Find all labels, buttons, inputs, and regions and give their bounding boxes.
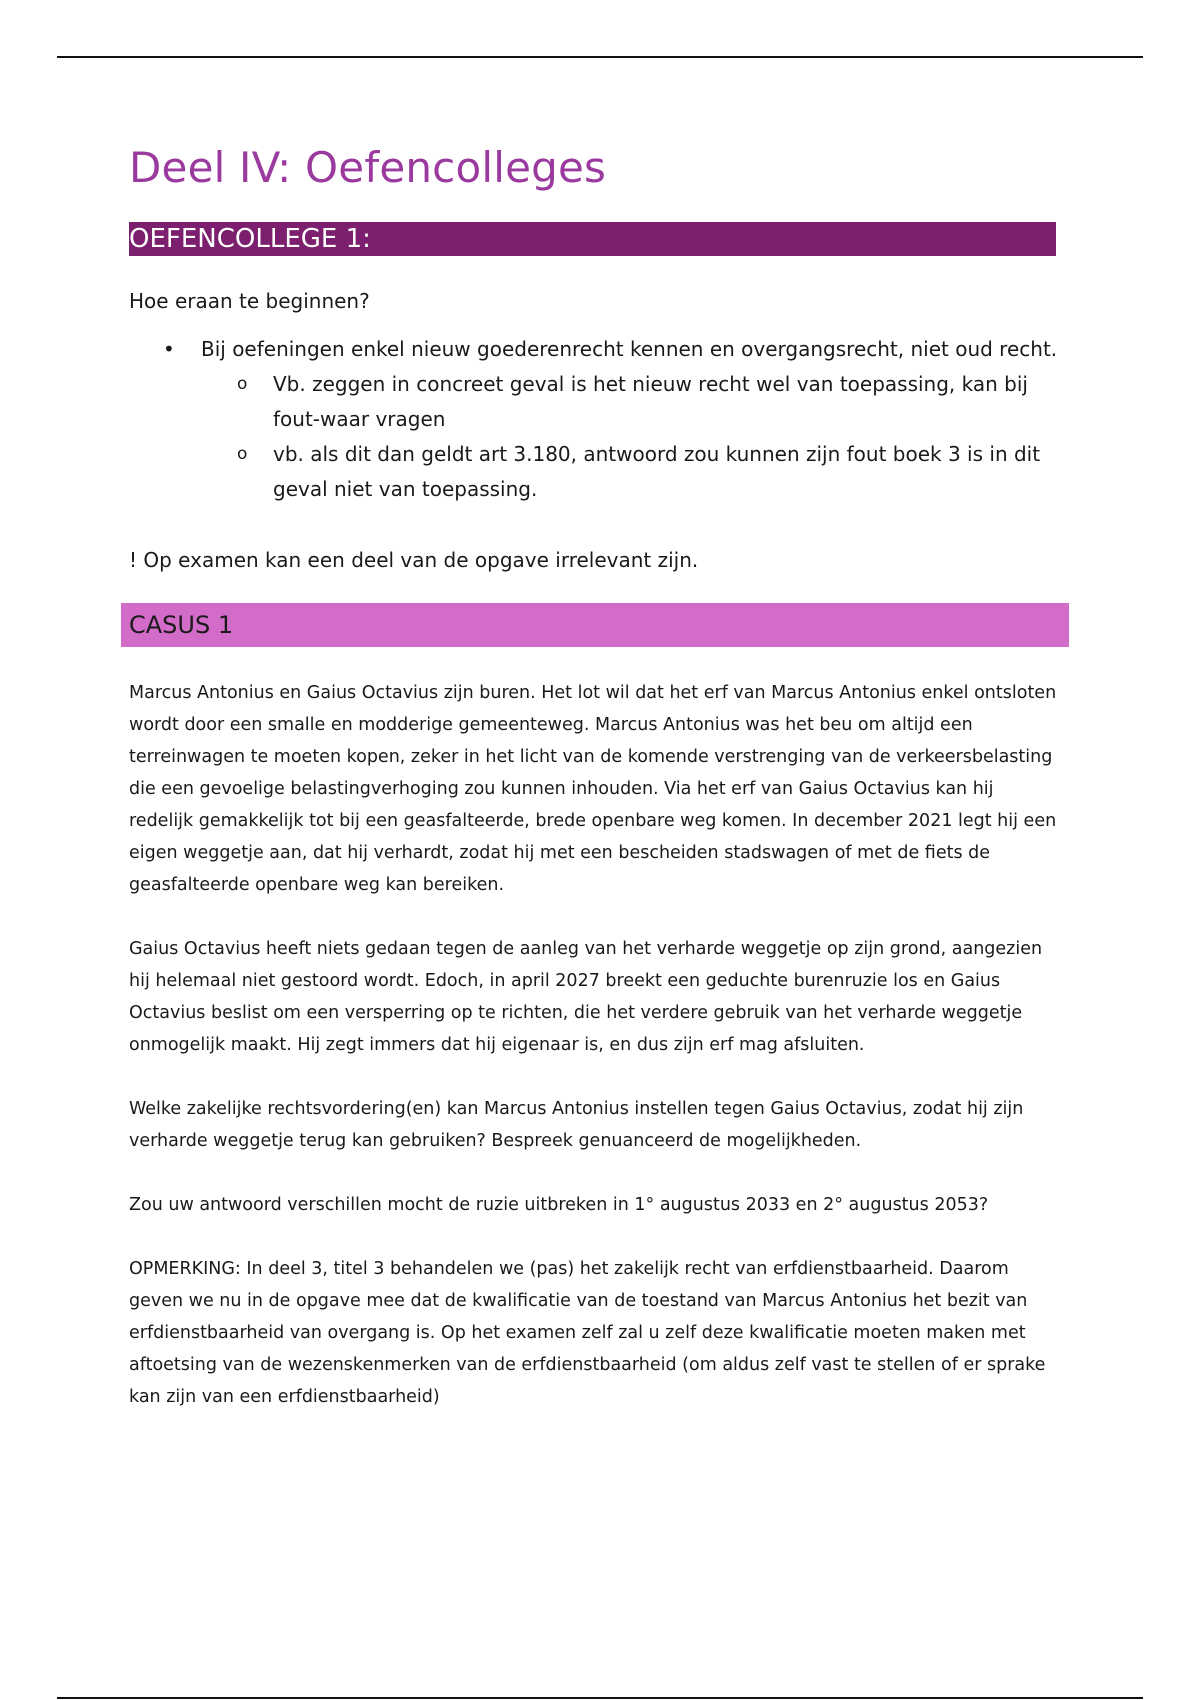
top-rule (57, 56, 1143, 58)
section-heading: OEFENCOLLEGE 1: (129, 222, 1056, 256)
sub-bullet-icon: o (237, 444, 248, 464)
case-question: Zou uw antwoord verschillen mocht de ruzie uitbreken in 1° augustus 2033 en 2° augustus 2053? (129, 1195, 989, 1215)
bottom-rule (57, 1697, 1143, 1699)
intro-question: Hoe eraan te beginnen? (129, 289, 370, 313)
case-question: Welke zakelijke rechtsvordering(en) kan Marcus Antonius instellen tegen Gaius Octavius, zodat hij zijn verharde weggetje terug kan gebruiken? Bespreek genuanceerd de mogelijkheden. (129, 1099, 1024, 1151)
bullet-list (129, 332, 1059, 507)
document-content (129, 140, 1059, 1413)
list-item (129, 332, 1059, 507)
sub-list-item (201, 367, 1059, 437)
case-paragraph: Gaius Octavius heeft niets gedaan tegen de aanleg van het verharde weggetje op zijn grond, aangezien hij helemaal niet gestoord wordt. Edoch, in april 2027 breekt een geduchte burenruzie los en Gaius Octavius beslist om een versperring op te richten, die het verdere gebruik van het verharde weggetje onmogelijk maakt. Hij zegt immers dat hij eigenaar is, en dus zijn erf mag afsluiten. (129, 939, 1043, 1055)
case-paragraph: Marcus Antonius en Gaius Octavius zijn buren. Het lot wil dat het erf van Marcus Antonius enkel ontsloten wordt door een smalle en modderige gemeenteweg. Marcus Antonius was het beu om altijd een terreinwagen te moeten kopen, zeker in het licht van de komende verstrenging van de verkeersbelasting die een gevoelige belastingverhoging zou kunnen inhouden. Via het erf van Gaius Octavius kan hij redelijk gemakkelijk tot bij een geasfalteerde, brede openbare weg komen. In december 2021 legt hij een eigen weggetje aan, dat hij verhardt, zodat hij met een bescheiden stadswagen of met de fiets de geasfalteerde openbare weg kan bereiken. (129, 683, 1057, 895)
bullet-text: Bij oefeningen enkel nieuw goederenrecht kennen en overgangsrecht, niet oud recht. (201, 337, 1058, 361)
sub-bullet-text: Vb. zeggen in concreet geval is het nieuw recht wel van toepassing, kan bij fout-waar vragen (273, 372, 1028, 431)
sub-bullet-icon: o (237, 374, 248, 394)
case-heading: CASUS 1 (121, 603, 1069, 647)
case-body (129, 677, 1059, 1413)
sub-list-item (201, 437, 1059, 507)
sub-bullet-list (201, 367, 1059, 507)
bullet-icon: • (163, 337, 175, 361)
exam-note: ! Op examen kan een deel van de opgave irrelevant zijn. (129, 548, 699, 572)
sub-bullet-text: vb. als dit dan geldt art 3.180, antwoord zou kunnen zijn fout boek 3 is in dit geval niet van toepassing. (273, 442, 1041, 501)
case-remark: OPMERKING: In deel 3, titel 3 behandelen we (pas) het zakelijk recht van erfdienstbaarheid. Daarom geven we nu in de opgave mee dat de kwalificatie van de toestand van Marcus Antonius het bezit van erfdienstbaarheid van overgang is. Op het examen zelf zal u zelf deze kwalificatie moeten maken met aftoetsing van de wezenskenmerken van de erfdienstbaarheid (om aldus zelf vast te stellen of er sprake kan zijn van een erfdienstbaarheid) (129, 1259, 1046, 1407)
page-title: Deel IV: Oefencolleges (129, 143, 607, 192)
